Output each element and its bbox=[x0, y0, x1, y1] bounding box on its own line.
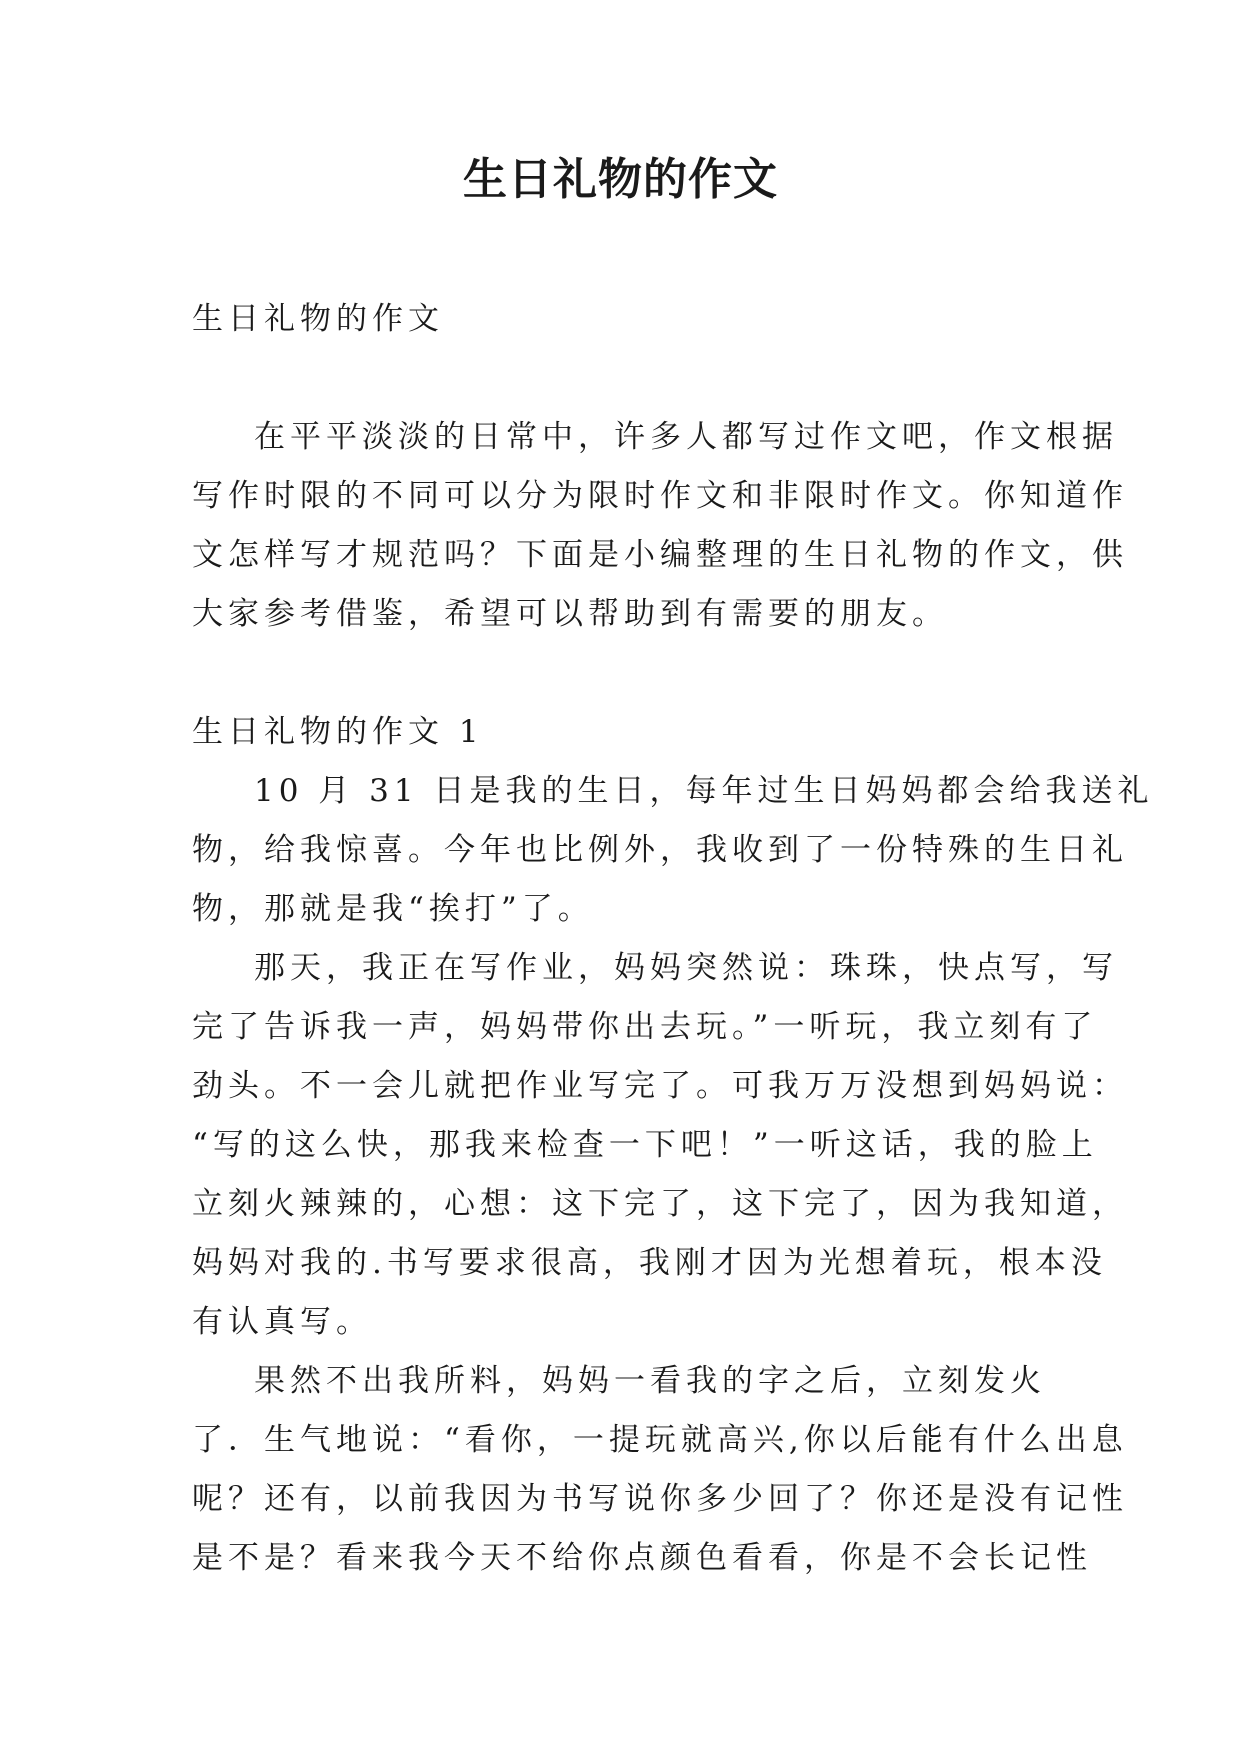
intro-line: 在平平淡淡的日常中，许多人都写过作文吧，作文根据 bbox=[254, 419, 1118, 455]
paragraph-line: 有认真写。 bbox=[192, 1304, 372, 1340]
paragraph-line: “写的这么快，那我来检查一下吧！”一听这话，我的脸上 bbox=[192, 1127, 1098, 1163]
document-title: 生日礼物的作文 bbox=[463, 154, 778, 205]
document-body bbox=[192, 290, 1154, 1588]
paragraph-line: 呢？还有，以前我因为书写说你多少回了？你还是没有记性 bbox=[192, 1481, 1128, 1517]
paragraph-line: 物，给我惊喜。今年也比例外，我收到了一份特殊的生日礼 bbox=[192, 832, 1128, 868]
paragraph-3 bbox=[192, 1352, 1128, 1588]
paragraph-line: 那天，我正在写作业，妈妈突然说：珠珠，快点写，写 bbox=[254, 950, 1118, 986]
paragraph-2 bbox=[192, 939, 1128, 1352]
paragraph-line: 物，那就是我“挨打”了。 bbox=[192, 891, 594, 927]
paragraph-line: 10 月 31 日是我的生日，每年过生日妈妈都会给我送礼 bbox=[254, 773, 1154, 809]
paragraph-line: 完了告诉我一声，妈妈带你出去玩。”一听玩，我立刻有了 bbox=[192, 1009, 1098, 1045]
document-subtitle: 生日礼物的作文 bbox=[192, 301, 444, 337]
paragraph-line: 立刻火辣辣的，心想：这下完了，这下完了，因为我知道， bbox=[192, 1186, 1128, 1222]
intro-line: 写作时限的不同可以分为限时作文和非限时作文。你知道作 bbox=[192, 478, 1128, 514]
intro-line: 大家参考借鉴，希望可以帮助到有需要的朋友。 bbox=[192, 596, 948, 632]
paragraph-line: 是不是？看来我今天不给你点颜色看看，你是不会长记性 bbox=[192, 1540, 1092, 1576]
paragraph-line: 果然不出我所料，妈妈一看我的字之后，立刻发火 bbox=[254, 1363, 1046, 1399]
intro-paragraph bbox=[192, 408, 1128, 644]
paragraph-line: 劲头。不一会儿就把作业写完了。可我万万没想到妈妈说： bbox=[192, 1068, 1128, 1104]
paragraph-1 bbox=[192, 762, 1154, 939]
section-heading: 生日礼物的作文 1 bbox=[192, 714, 484, 750]
paragraph-line: 妈妈对我的.书写要求很高，我刚才因为光想着玩，根本没 bbox=[192, 1245, 1107, 1281]
intro-line: 文怎样写才规范吗？下面是小编整理的生日礼物的作文，供 bbox=[192, 537, 1128, 573]
paragraph-line: 了．生气地说：“看你，一提玩就高兴,你以后能有什么出息 bbox=[192, 1422, 1128, 1458]
